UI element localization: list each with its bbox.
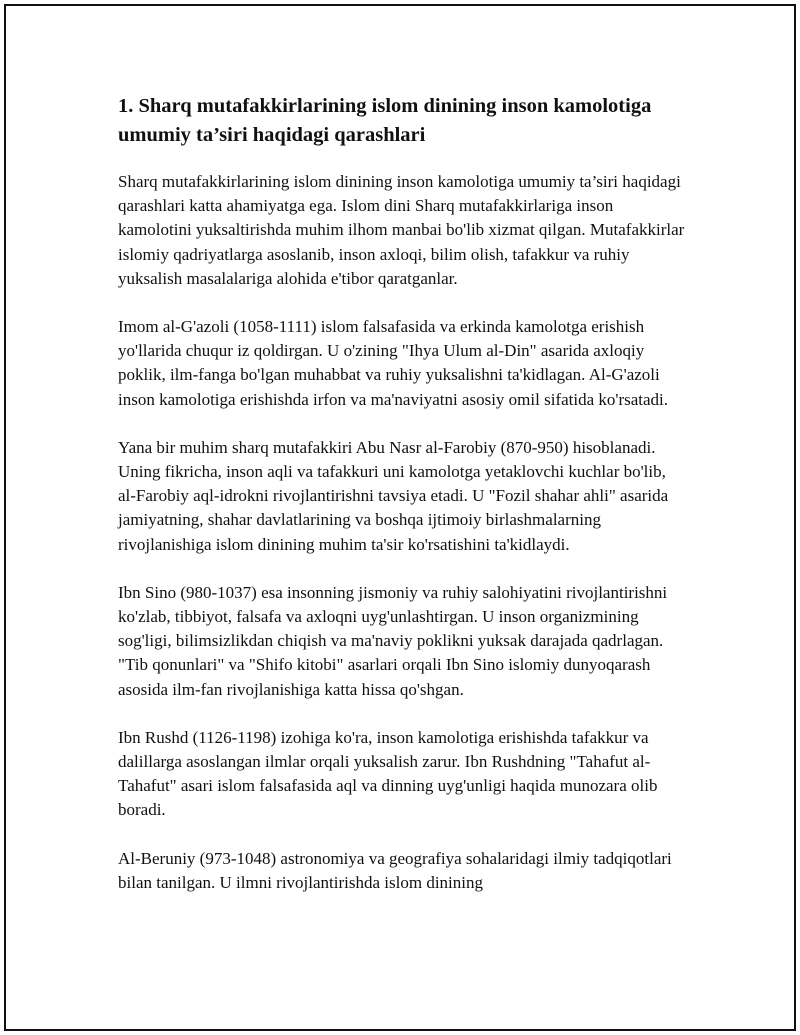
paragraph-al-farobiy: Yana bir muhim sharq mutafakkiri Abu Nasr al-Farobiy (870-950) hisoblanadi. Uning fikricha, inson aqli va tafakkuri uni kamolotga yetaklovchi kuchlar bo'lib, al-Farobiy aql-idrokni rivojlantirishni tavsiya etadi. U "Fozil shahar ahli" asarida jamiyatning, shahar davlatlarining va boshqa ijtimoiy birlashmalarning rivojlanishiga islom dinining muhim ta'sir ko'rsatishini ta'kidlaydi.	[118, 437, 669, 554]
paragraph-al-beruniy: Al-Beruniy (973-1048) astronomiya va geografiya sohalaridagi ilmiy tadqiqotlari bilan tanilgan. U ilmni rivojlantirishda islom dinining	[118, 848, 672, 892]
section-heading: 1. Sharq mutafakkirlarining islom dinining inson kamolotiga umumiy ta’siri haqidagi qarashlari	[118, 95, 652, 146]
paragraph-ibn-rushd: Ibn Rushd (1126-1198) izohiga ko'ra, inson kamolotiga erishishda tafakkur va dalillarga asoslangan ilmlar orqali yuksalish zarur. Ibn Rushdning "Tahafut al-Tahafut" asari islom falsafasida aql va dinning uyg'unligi haqida munozara olib boradi.	[118, 727, 658, 820]
paragraph-intro: Sharq mutafakkirlarining islom dinining inson kamolotiga umumiy ta’siri haqidagi qarashlari katta ahamiyatga ega. Islom dini Sharq mutafakkirlariga inson kamolotini yuksaltirishda muhim ilhom manbai bo'lib xizmat qilgan. Mutafakkirlar islomiy qadriyatlarga asoslanib, inson axloqi, bilim olish, tafakkur va ruhiy yuksalish masalalariga alohida e'tibor qaratganlar.	[118, 172, 685, 288]
paragraph-ibn-sino: Ibn Sino (980-1037) esa insonning jismoniy va ruhiy salohiyatini rivojlantirishni ko'zlab, tibbiyot, falsafa va axloqni uyg'unlashtirgan. U inson organizmining sog'ligi, bilimsizlikdan chiqish va ma'naviy poklikni yuksak darajada qadrlagan. "Tib qonunlari" va "Shifo kitobi" asarlari orqali Ibn Sino islomiy dunyoqarash asosida ilm-fan rivojlanishiga katta hissa qo'shgan.	[118, 582, 668, 699]
document-body	[118, 92, 688, 919]
paragraph-al-gazoli: Imom al-G'azoli (1058-1111) islom falsafasida va erkinda kamolotga erishish yo'llarida chuqur iz qoldirgan. U o'zining "Ihya Ulum al-Din" asarida axloqiy poklik, ilm-fanga bo'lgan muhabbat va ruhiy yuksalishni ta'kidlagan. Al-G'azoli inson kamolotiga erishishda irfon va ma'naviyatni asosiy omil sifatida ko'rsatadi.	[118, 317, 669, 409]
